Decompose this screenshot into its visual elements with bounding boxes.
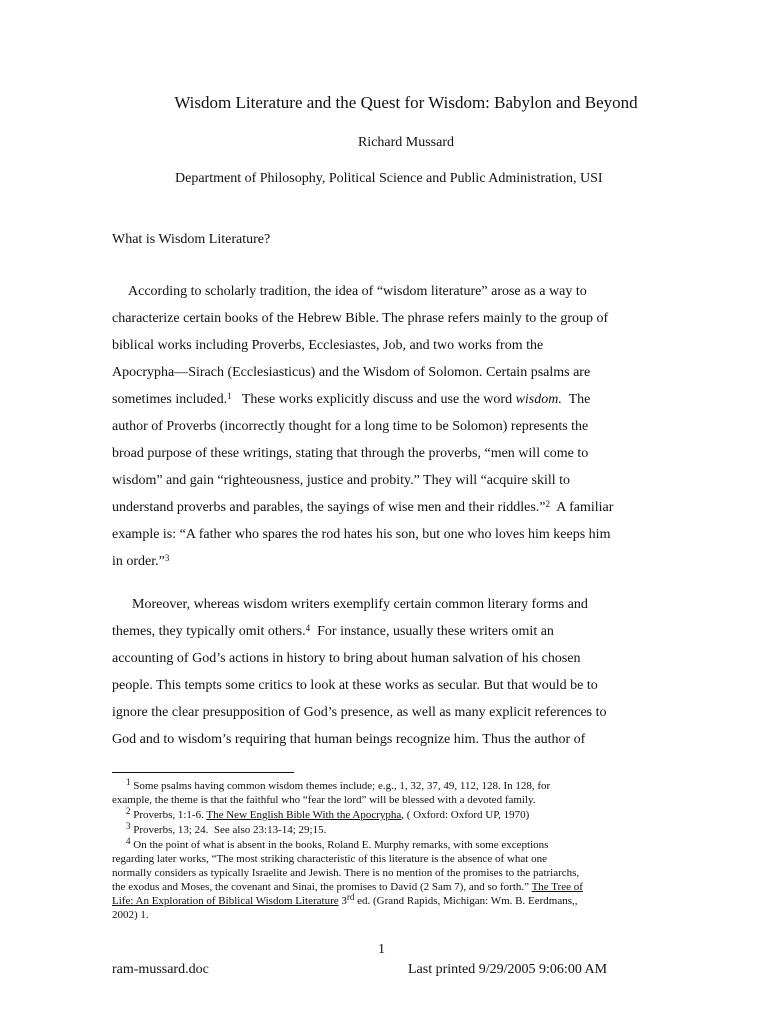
- footer-filename: ram-mussard.doc: [112, 962, 209, 977]
- footnote-4: [126, 836, 549, 851]
- paragraph-line: accounting of God’s actions in history to bring about human salvation of his chosen: [112, 651, 581, 666]
- citation-title: The New English Bible With the Apocrypha: [206, 809, 402, 821]
- footnote-3: [126, 821, 327, 836]
- footnote-1: [126, 777, 551, 792]
- text-run: , ( Oxford: Oxford UP, 1970): [401, 809, 530, 821]
- paragraph-line: God and to wisdom’s requiring that human beings recognize him. Thus the author of: [112, 732, 586, 747]
- citation-title: Life: An Exploration of Biblical Wisdom Literature: [112, 895, 339, 907]
- emphasis-text: wisdom.: [515, 392, 562, 407]
- document-title: Wisdom Literature and the Quest for Wisdom: Babylon and Beyond: [174, 93, 638, 112]
- footnote-ref-1[interactable]: 1: [227, 391, 232, 401]
- paragraph-line: ignore the clear presupposition of God’s presence, as well as many explicit references to: [112, 705, 607, 720]
- text-run: On the point of what is absent in the books, Roland E. Murphy remarks, with some exceptions: [130, 839, 549, 851]
- paragraph-line: Apocrypha—Sirach (Ecclesiasticus) and the Wisdom of Solomon. Certain psalms are: [112, 365, 591, 380]
- text-run: A familiar: [550, 500, 614, 515]
- footnote-number: 2: [126, 806, 131, 816]
- section-heading: What is Wisdom Literature?: [112, 232, 271, 247]
- text-run: Proverbs, 13; 24. See also 23:13-14; 29;15.: [130, 824, 327, 836]
- paragraph-line: biblical works including Proverbs, Ecclesiastes, Job, and two works from the: [112, 338, 544, 353]
- author-affiliation: Department of Philosophy, Political Science and Public Administration, USI: [175, 171, 603, 186]
- footnote-line: 2002) 1.: [112, 909, 149, 921]
- paragraph-line: [112, 392, 590, 408]
- paragraph-line: broad purpose of these writings, stating that through the proverbs, “men will come to: [112, 446, 589, 461]
- page-number: 1: [378, 942, 385, 957]
- footnote-number: 1: [126, 777, 131, 787]
- footnote-line: regarding later works, “The most striking characteristic of this literature is the absence of what one: [112, 853, 547, 865]
- paragraph-line: characterize certain books of the Hebrew Bible. The phrase refers mainly to the group of: [112, 311, 609, 326]
- text-run: understand proverbs and parables, the sayings of wise men and their riddles.”: [112, 500, 546, 515]
- paragraph-line: Moreover, whereas wisdom writers exemplify certain common literary forms and: [132, 597, 588, 612]
- footnote-ref-2[interactable]: 2: [545, 499, 550, 509]
- text-run: The: [561, 392, 591, 407]
- text-run: These works explicitly discuss and use the word: [231, 392, 516, 407]
- paragraph-line: [112, 624, 554, 640]
- text-run: in order.”: [112, 554, 165, 569]
- ordinal-suffix: rd: [346, 892, 355, 902]
- text-run: the exodus and Moses, the covenant and Sinai, the promises to David (2 Sam 7), and so forth.”: [112, 881, 532, 893]
- footnote-line: example, the theme is that the faithful who “fear the lord” will be blessed with a devoted family.: [112, 794, 536, 806]
- footnote-line: [112, 892, 578, 907]
- text-run: For instance, usually these writers omit an: [310, 624, 554, 639]
- paragraph-line: According to scholarly tradition, the idea of “wisdom literature” arose as a way to: [128, 284, 587, 299]
- footnote-line: normally considers as typically Israelite and Jewish. There is no mention of the promises to the patriarchs,: [112, 867, 580, 879]
- footnote-ref-3[interactable]: 3: [164, 553, 170, 563]
- text-run: themes, they typically omit others.: [112, 624, 306, 639]
- footer-print-date: Last printed 9/29/2005 9:06:00 AM: [408, 962, 608, 977]
- paragraph-line: [112, 500, 613, 516]
- citation-title: The Tree of: [531, 881, 583, 893]
- paragraph-line: wisdom” and gain “righteousness, justice and probity.” They will “acquire skill to: [112, 473, 571, 488]
- paragraph-line: author of Proverbs (incorrectly thought for a long time to be Solomon) represents the: [112, 419, 589, 434]
- footnote-separator: [112, 772, 294, 773]
- text-run: Proverbs, 1:1-6.: [130, 809, 207, 821]
- paragraph-line: example is: “A father who spares the rod hates his son, but one who loves him keeps him: [112, 527, 611, 542]
- author-name: Richard Mussard: [357, 135, 455, 150]
- text-run: ed. (Grand Rapids, Michigan: Wm. B. Eerdmans,,: [354, 895, 578, 907]
- text-run: Some psalms having common wisdom themes include; e.g., 1, 32, 37, 49, 112, 128. In 128, for: [130, 780, 551, 792]
- paragraph-line: people. This tempts some critics to look at these works as secular. But that would be to: [112, 678, 598, 693]
- footnote-number: 4: [126, 836, 131, 846]
- paragraph-line: [112, 554, 169, 570]
- text-run: 3: [338, 895, 347, 907]
- text-run: sometimes included.: [112, 392, 228, 407]
- footnote-ref-4[interactable]: 4: [305, 623, 311, 633]
- footnote-number: 3: [126, 821, 131, 831]
- footnote-2: [126, 806, 530, 821]
